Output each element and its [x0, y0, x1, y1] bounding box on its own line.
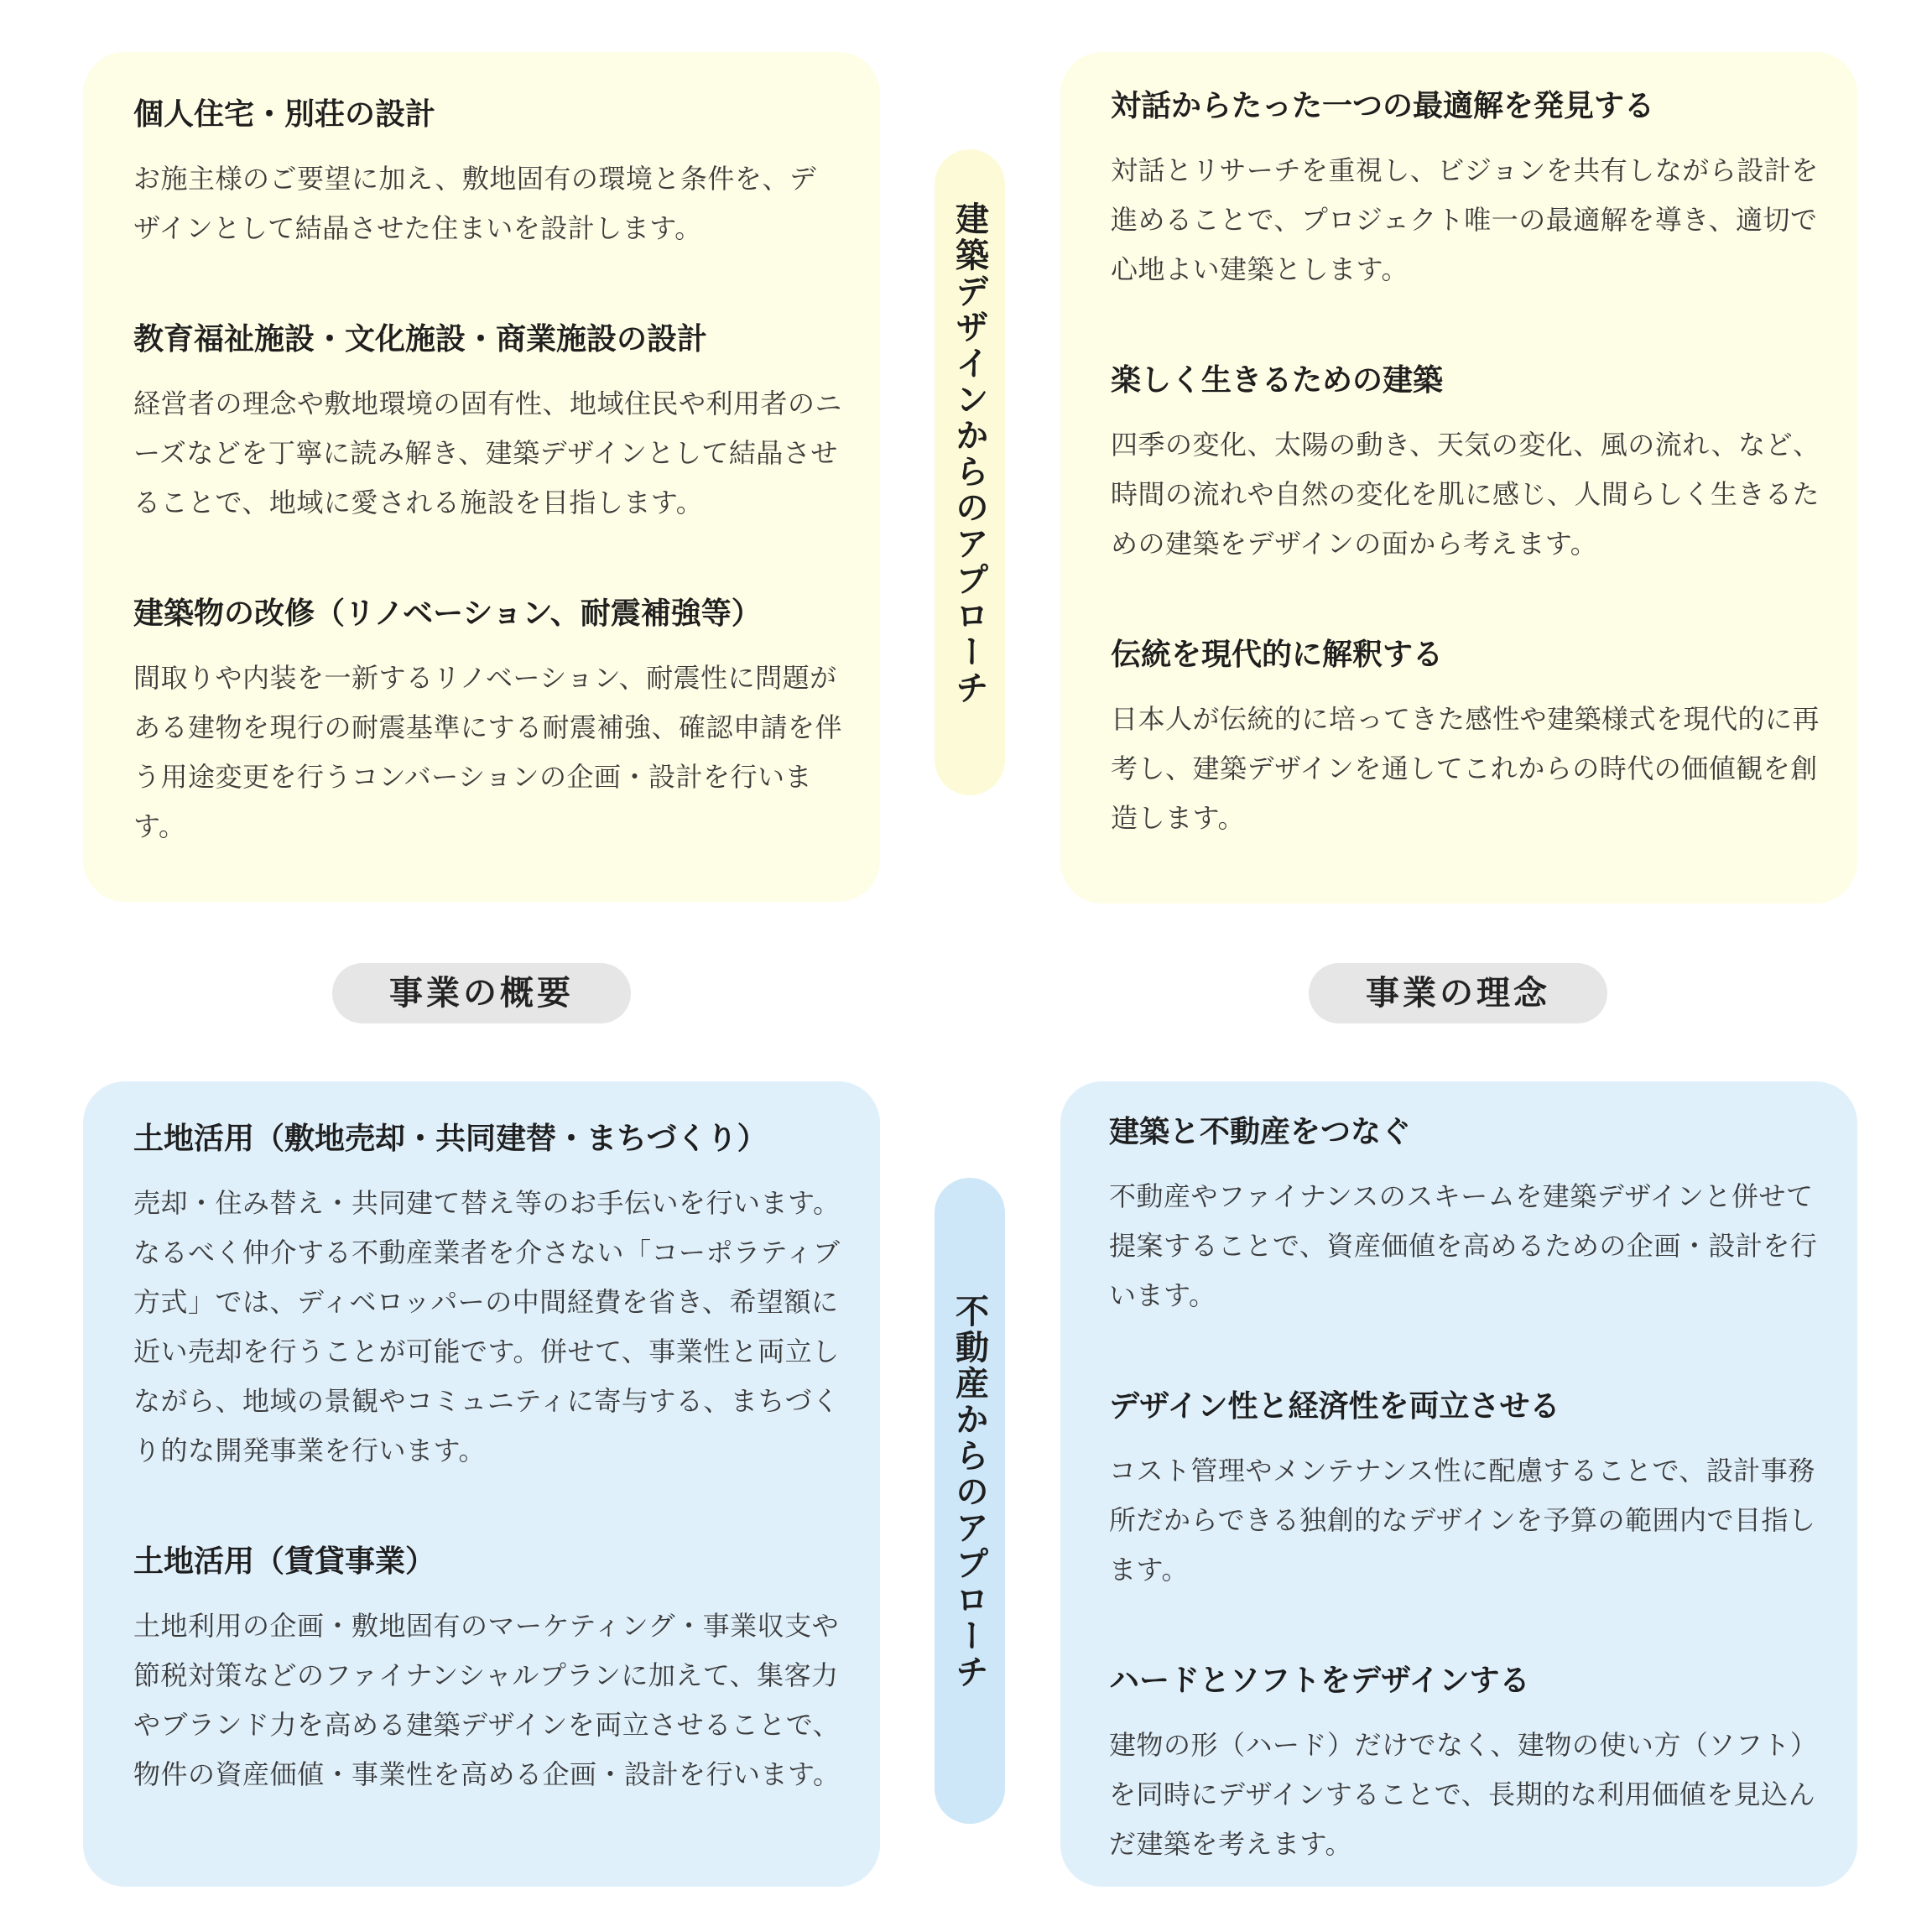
- entry-title: 土地活用（賃貸事業）: [133, 1544, 436, 1579]
- entry-title: ハードとソフトをデザインする: [1109, 1664, 1530, 1698]
- entry-body: 四季の変化、太陽の動き、天気の変化、風の流れ、など、時間の流れや自然の変化を肌に感じ、人間らしく生きるための建築をデザインの面から考えます。: [1111, 429, 1820, 560]
- entry-dialogue: [1111, 86, 1820, 294]
- entry-body: 土地利用の企画・敷地固有のマーケティング・事業収支や節税対策などのファイナンシャルプランに加えて、集客力やブランド力を高める建築デザインを両立させることで、物件の資産価値・事業性を高める企画・設計を行います。: [133, 1610, 841, 1790]
- business-philosophy-architecture-card: [1060, 52, 1857, 904]
- entry-enjoy-life: [1111, 360, 1820, 569]
- entry-tradition: [1111, 634, 1820, 843]
- entry-residential-design: [133, 94, 843, 253]
- entry-title: 教育福祉施設・文化施設・商業施設の設計: [133, 322, 708, 357]
- architecture-approach-tab: [935, 149, 1005, 795]
- entry-body: 日本人が伝統的に培ってきた感性や建築様式を現代的に再考し、建築デザインを通してこれからの時代の価値観を創造します。: [1111, 703, 1820, 834]
- entry-land-sale: [133, 1118, 843, 1476]
- realestate-approach-label: 不動産からのアプローチ: [950, 1294, 989, 1690]
- architecture-approach-label: 建築デザインからのアプローチ: [950, 201, 989, 706]
- entry-hard-soft: [1109, 1660, 1820, 1869]
- entry-renovation: [133, 593, 843, 851]
- business-overview-realestate-card: [83, 1081, 880, 1887]
- overview-label: 事業の概要: [332, 963, 631, 1023]
- entry-design-economy: [1109, 1386, 1820, 1595]
- entry-body: 間取りや内装を一新するリノベーション、耐震性に問題がある建物を現行の耐震基準にする耐震補強、確認申請を伴う用途変更を行うコンバーションの企画・設計を行います。: [133, 662, 843, 842]
- entry-title: 伝統を現代的に解釈する: [1111, 638, 1444, 672]
- entry-body: 対話とリサーチを重視し、ビジョンを共有しながら設計を進めることで、プロジェクト唯一の最適解を導き、適切で心地よい建築とします。: [1111, 154, 1819, 285]
- philosophy-label: 事業の理念: [1309, 963, 1607, 1023]
- entry-body: お施主様のご要望に加え、敷地固有の環境と条件を、デザインとして結晶させた住まいを設計します。: [133, 163, 817, 244]
- entry-title: 建築物の改修（リノベーション、耐震補強等）: [133, 596, 762, 631]
- entry-title: デザイン性と経済性を両立させる: [1109, 1389, 1560, 1424]
- realestate-approach-tab: [935, 1178, 1005, 1824]
- entry-title: 建築と不動産をつなぐ: [1109, 1115, 1412, 1149]
- entry-body: 売却・住み替え・共同建て替え等のお手伝いを行います。なるべく仲介する不動産業者を介さない「コーポラティブ方式」では、ディベロッパーの中間経費を省き、希望額に近い売却を行うことが可能です。併せて、事業性と両立しながら、地域の景観やコミュニティに寄与する、まちづくり的な開発事業を行います。: [133, 1187, 841, 1466]
- entry-facility-design: [133, 319, 843, 528]
- entry-land-rental: [133, 1541, 843, 1799]
- entry-body: コスト管理やメンテナンス性に配慮することで、設計事務所だからできる独創的なデザインを予算の範囲内で目指します。: [1109, 1455, 1816, 1586]
- entry-title: 楽しく生きるための建築: [1111, 363, 1444, 398]
- business-overview-architecture-card: [83, 52, 880, 902]
- entry-title: 土地活用（敷地売却・共同建替・まちづくり）: [133, 1122, 768, 1156]
- entry-title: 個人住宅・別荘の設計: [133, 97, 436, 132]
- entry-body: 経営者の理念や敷地環境の固有性、地域住民や利用者のニーズなどを丁寧に読み解き、建築デザインとして結晶させることで、地域に愛される施設を目指します。: [133, 388, 843, 518]
- entry-body: 不動産やファイナンスのスキームを建築デザインと併せて提案することで、資産価値を高めるための企画・設計を行います。: [1109, 1180, 1818, 1311]
- business-philosophy-realestate-card: [1060, 1081, 1857, 1887]
- entry-title: 対話からたった一つの最適解を発見する: [1111, 89, 1655, 123]
- entry-connect-realestate: [1109, 1112, 1820, 1320]
- entry-body: 建物の形（ハード）だけでなく、建物の使い方（ソフト）を同時にデザインすることで、長期的な利用価値を見込んだ建築を考えます。: [1109, 1729, 1818, 1860]
